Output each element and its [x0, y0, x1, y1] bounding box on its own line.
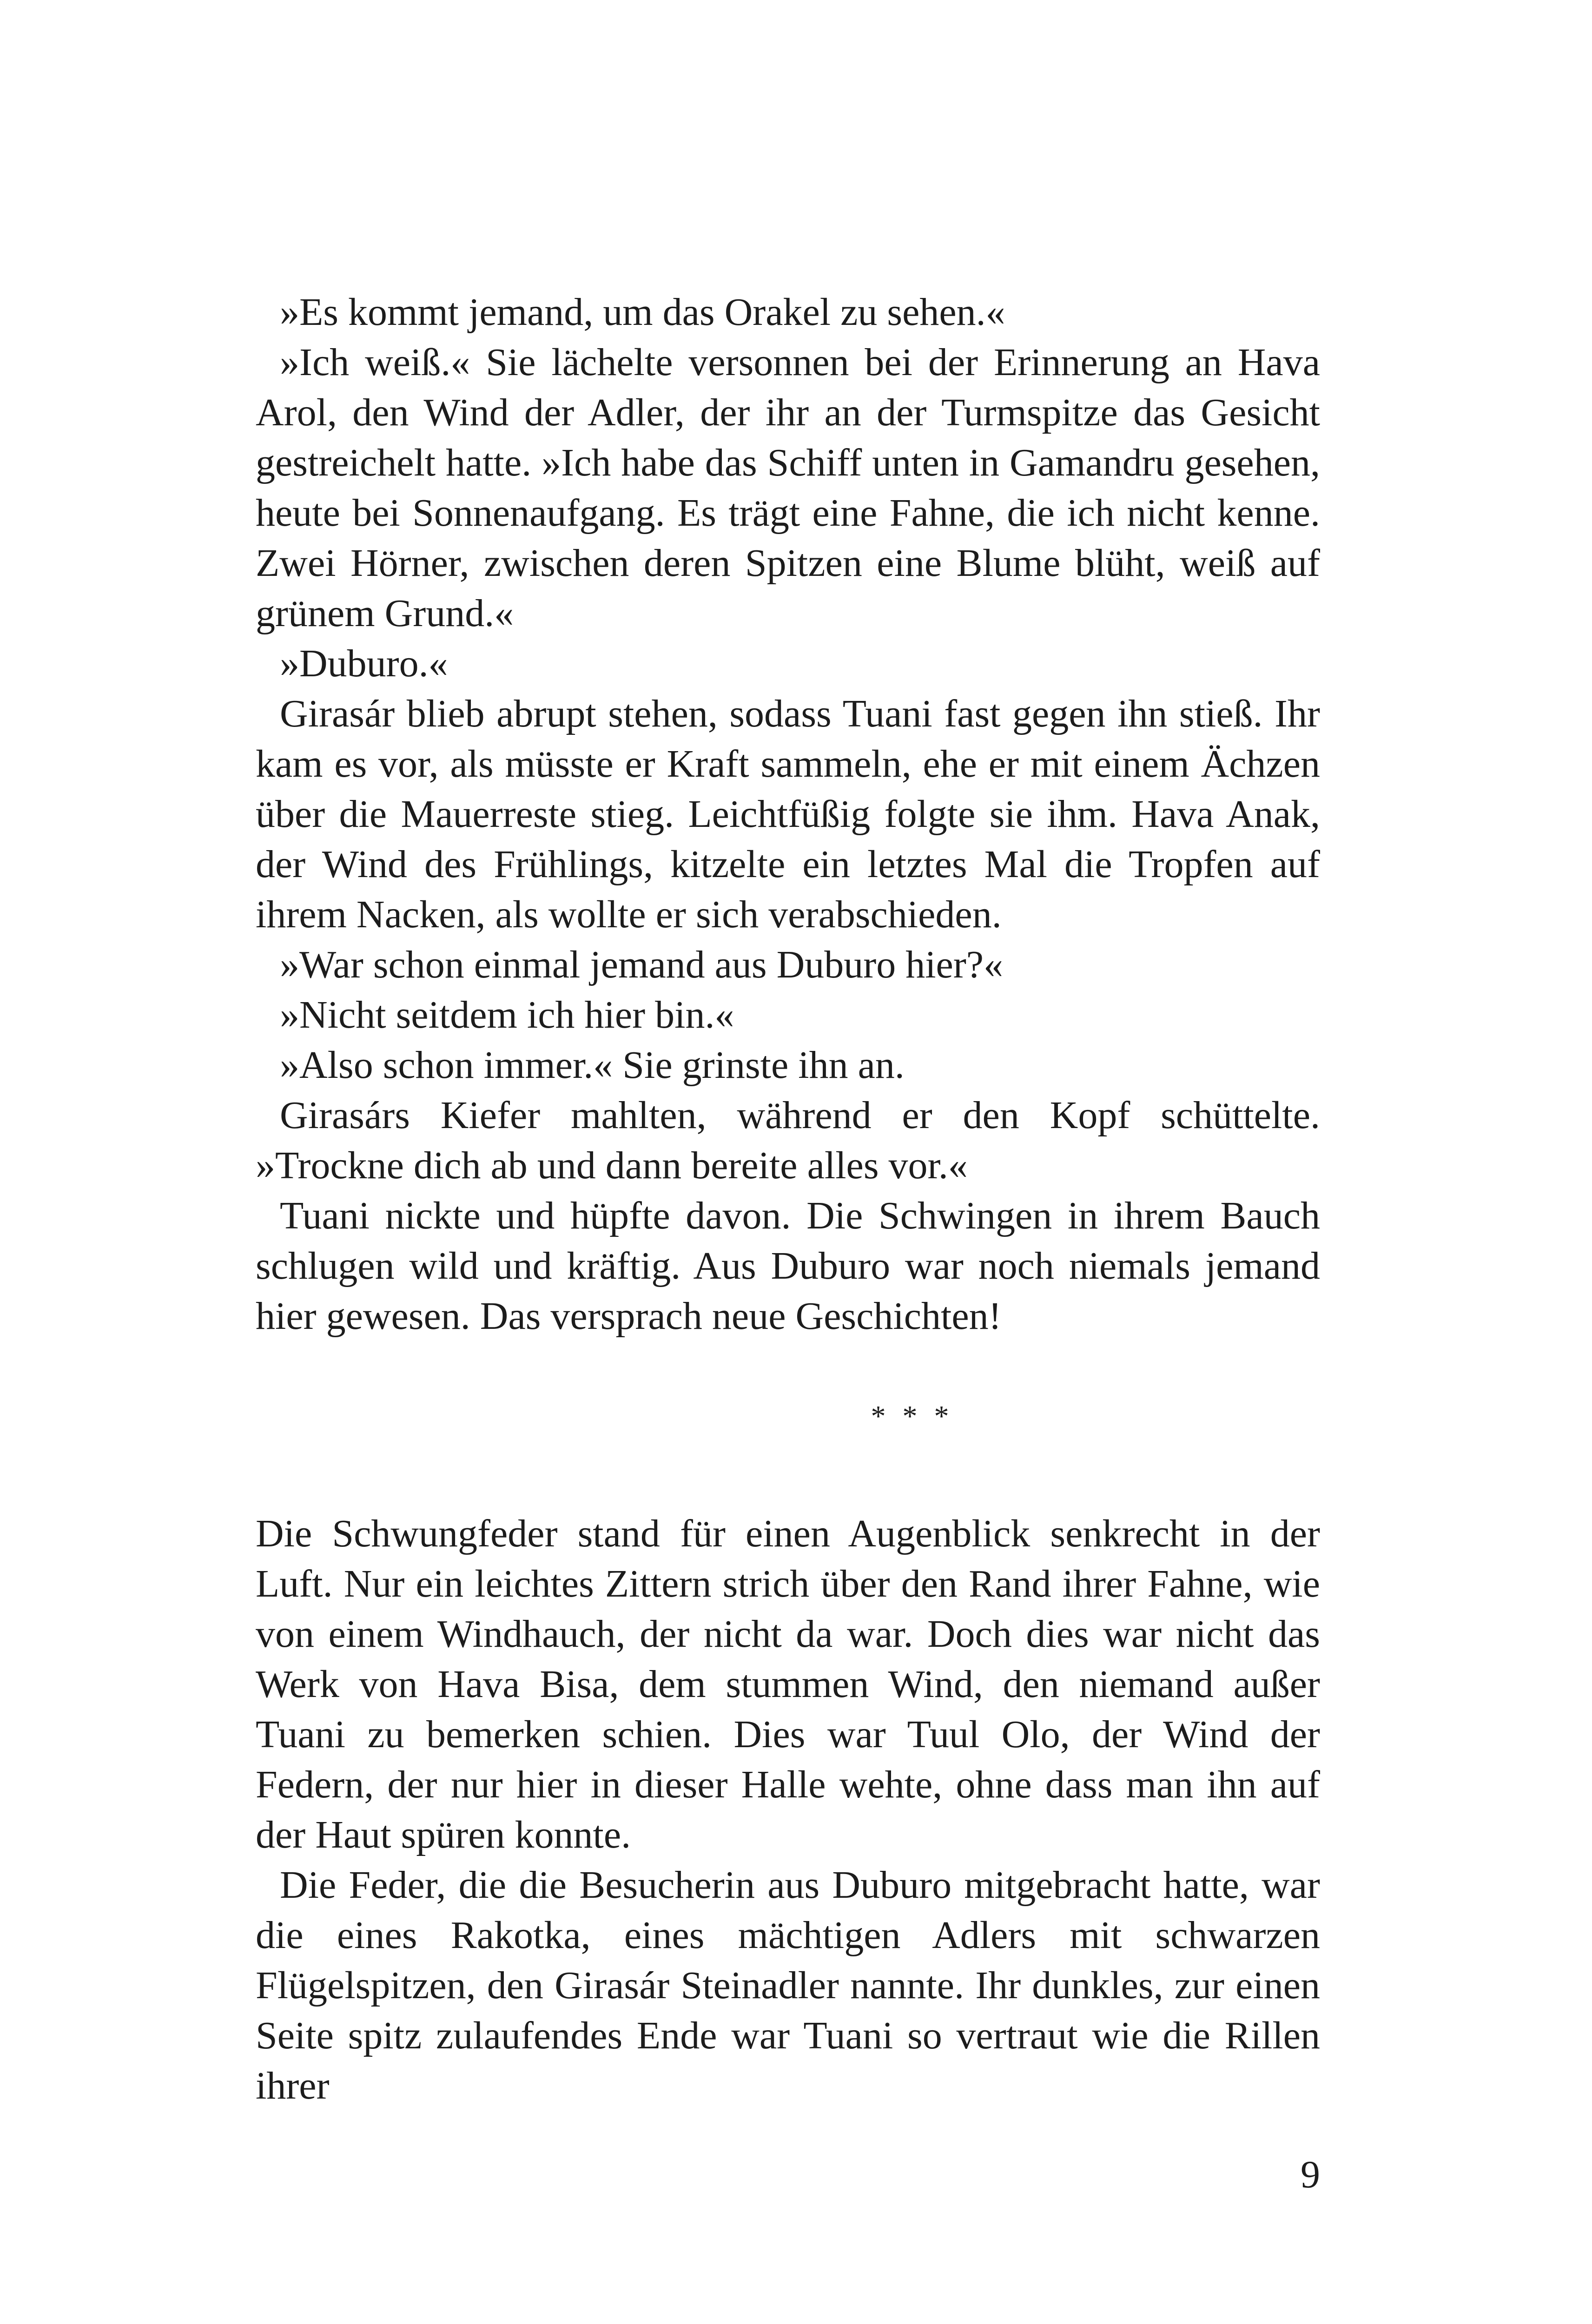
scene-break: * * *: [871, 1400, 954, 1433]
paragraph: »Es kommt jemand, um das Orakel zu sehen.«: [280, 290, 1005, 334]
paragraph: »Also schon immer.« Sie grinste ihn an.: [280, 1043, 905, 1087]
text-section-1: [256, 287, 1320, 1341]
paragraph: »Nicht seitdem ich hier bin.«: [280, 993, 734, 1037]
paragraph: Tuani nickte und hüpfte davon. Die Schwingen in ihrem Bauch schlugen wild und kräftig. Aus Duburo war noch niemals jemand hier gewesen. Das versprach neue Geschichten!: [256, 1194, 1320, 1338]
paragraph: »War schon einmal jemand aus Duburo hier?«: [280, 943, 1004, 986]
page-number: 9: [1301, 2153, 1320, 2196]
paragraph: Die Schwungfeder stand für einen Augenblick senkrecht in der Luft. Nur ein leichtes Zittern strich über den Rand ihrer Fahne, wie von einem Windhauch, der nicht da war. Doch dies war nicht das Werk von Hava Bisa, dem stummen Wind, den niemand außer Tuani zu bemerken schien. Dies war Tuul Olo, der Wind der Federn, der nur hier in dieser Halle wehte, ohne dass man ihn auf der Haut spüren konnte.: [256, 1512, 1320, 1856]
text-section-2: [256, 1509, 1320, 2111]
paragraph: »Ich weiß.« Sie lächelte versonnen bei der Erinnerung an Hava Arol, den Wind der Adler, der ihr an der Turmspitze das Gesicht gestreichelt hatte. »Ich habe das Schiff unten in Gamandru gesehen, heute bei Sonnenaufgang. Es trägt eine Fahne, die ich nicht kenne. Zwei Hörner, zwischen deren Spitzen eine Blume blüht, weiß auf grünem Grund.«: [256, 341, 1320, 635]
paragraph: Girasárs Kiefer mahlten, während er den Kopf schüttelte. »Trockne dich ab und dann bereite alles vor.«: [256, 1094, 1320, 1187]
paragraph: Die Feder, die die Besucherin aus Duburo mitgebracht hatte, war die eines Rakotka, eines mächtigen Adlers mit schwarzen Flügelspitzen, den Girasár Steinadler nannte. Ihr dunkles, zur einen Seite spitz zulaufendes Ende war Tuani so vertraut wie die Rillen ihrer: [256, 1863, 1320, 2107]
paragraph: »Duburo.«: [280, 642, 448, 685]
paragraph: Girasár blieb abrupt stehen, sodass Tuani fast gegen ihn stieß. Ihr kam es vor, als müsste er Kraft sammeln, ehe er mit einem Ächzen über die Mauerreste stieg. Leichtfüßig folgte sie ihm. Hava Anak, der Wind des Frühlings, kitzelte ein letztes Mal die Tropfen auf ihrem Nacken, als wollte er sich verabschieden.: [256, 692, 1320, 936]
